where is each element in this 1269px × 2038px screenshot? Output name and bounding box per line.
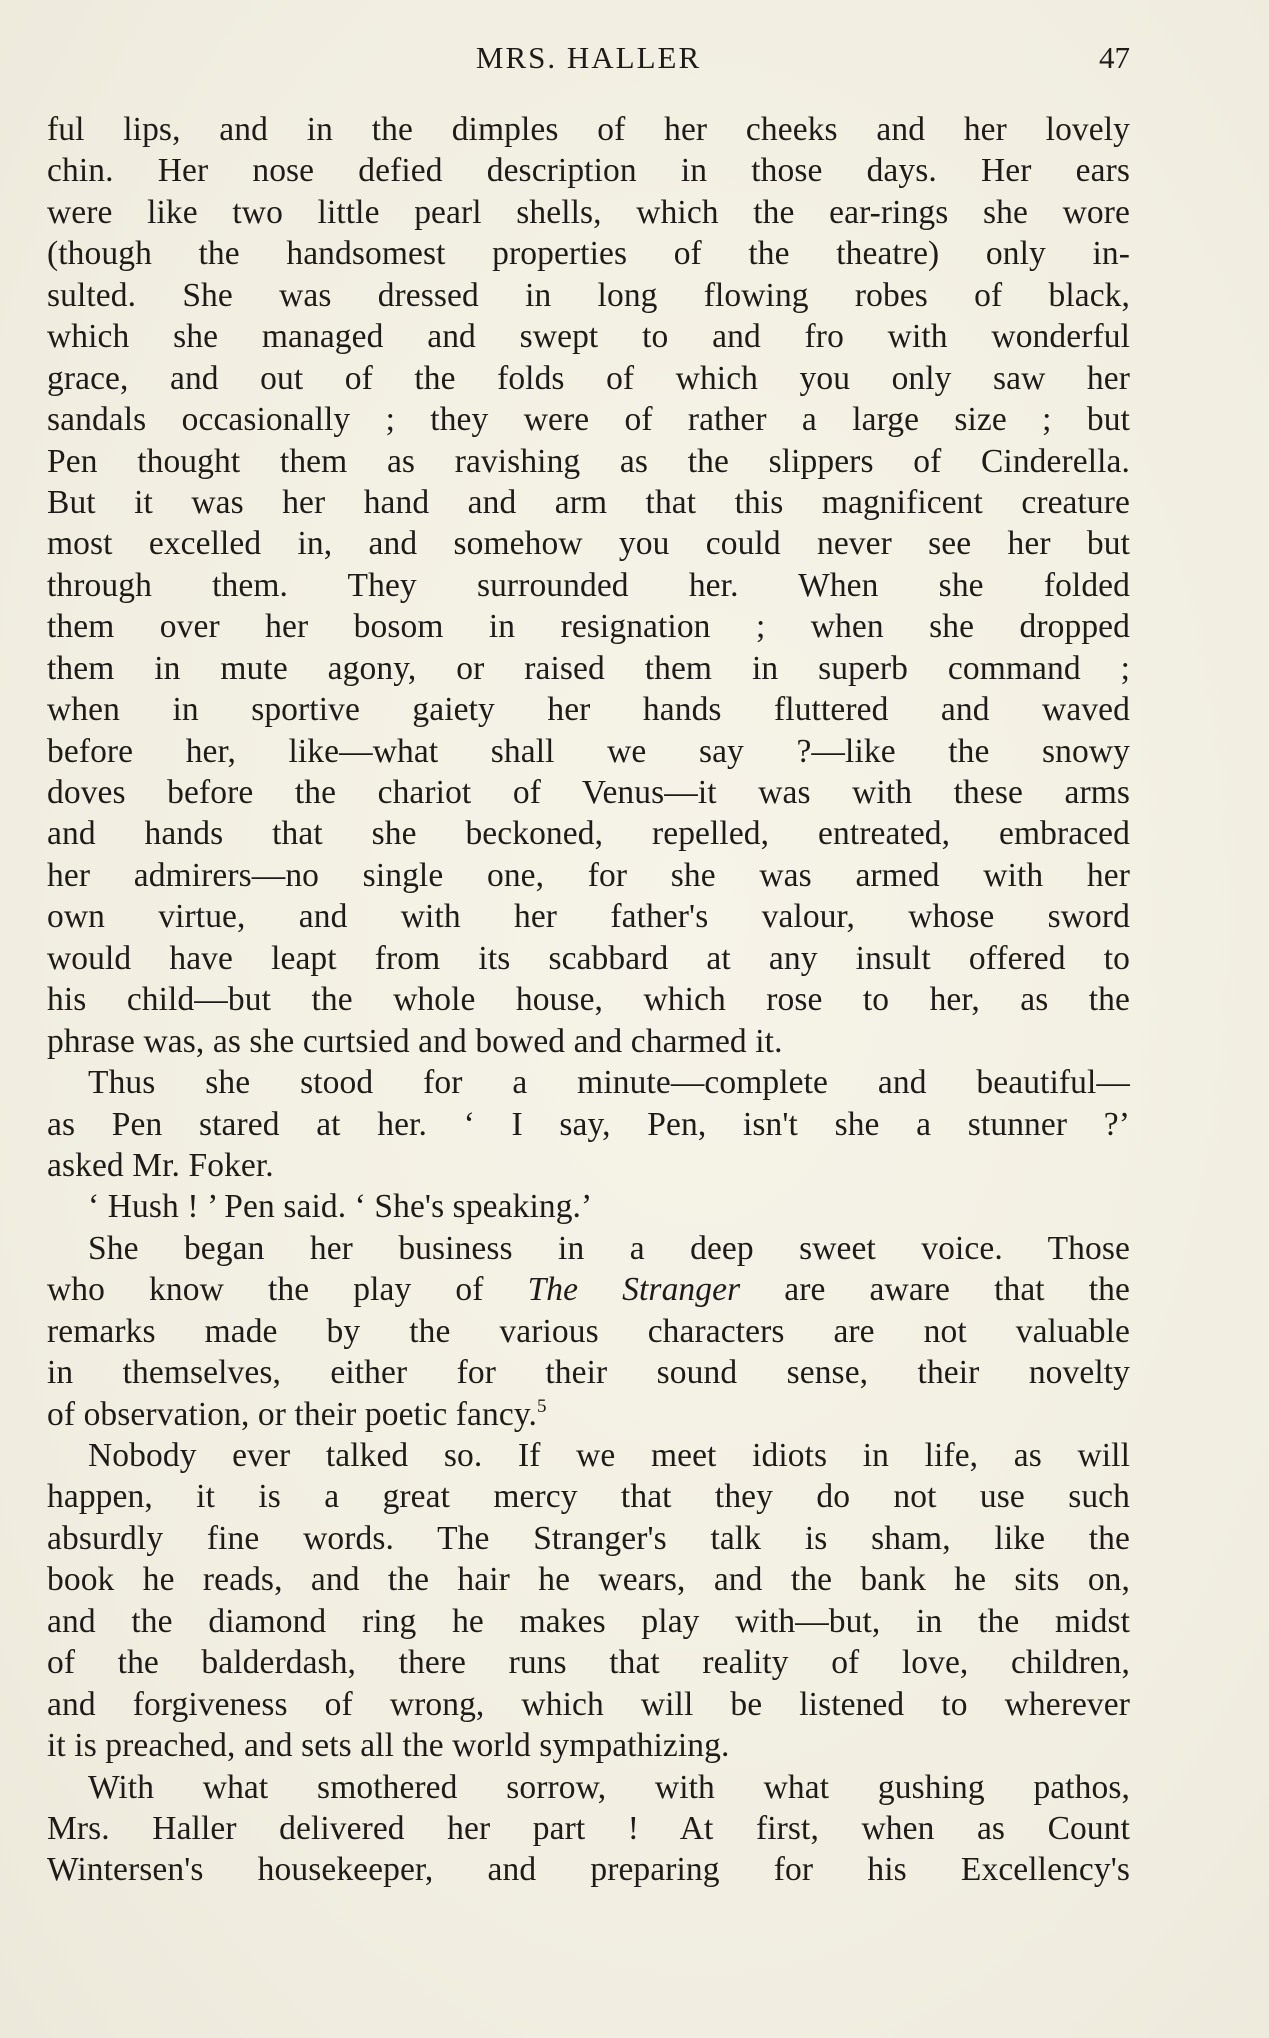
text-line: as Pen stared at her. ‘ I say, Pen, isn't she a stunner ?’: [47, 1105, 1130, 1143]
body-text: [47, 109, 1130, 1891]
text-line: most excelled in, and somehow you could never see her but: [47, 525, 1130, 563]
text-line: would have leapt from its scabbard at any insult offered to: [47, 939, 1130, 977]
text-fragment: of observation, or their poetic fancy.: [47, 1395, 537, 1433]
text-line: them in mute agony, or raised them in superb command ;: [47, 649, 1130, 687]
text-line: book he reads, and the hair he wears, and the bank he sits on,: [47, 1561, 1130, 1599]
text-line: in themselves, either for their sound sense, their novelty: [47, 1354, 1130, 1392]
text-line: were like two little pearl shells, which the ear-rings she wore: [47, 193, 1130, 231]
text-line: phrase was, as she curtsied and bowed and charmed it.: [47, 1022, 783, 1060]
text-line: asked Mr. Foker.: [47, 1146, 274, 1184]
running-head: [47, 36, 1130, 80]
text-line: Thus she stood for a minute—complete and beautiful—: [88, 1064, 1130, 1102]
page-number: 47: [1099, 40, 1130, 75]
text-line: doves before the chariot of Venus—it was with these arms: [47, 774, 1130, 811]
text-line: But it was her hand and arm that this magnificent creature: [47, 483, 1130, 521]
text-line: and forgiveness of wrong, which will be listened to wherever: [47, 1685, 1130, 1723]
text-line: With what smothered sorrow, with what gushing pathos,: [88, 1768, 1130, 1806]
text-line: ful lips, and in the dimples of her cheeks and her lovely: [47, 111, 1130, 148]
text-line: Nobody ever talked so. If we meet idiots in life, as will: [88, 1437, 1130, 1474]
text-line: and the diamond ring he makes play with—but, in the midst: [47, 1602, 1130, 1640]
text-line: She began her business in a deep sweet voice. Those: [88, 1229, 1130, 1267]
text-line: happen, it is a great mercy that they do not use such: [47, 1478, 1130, 1516]
running-title: MRS. HALLER: [475, 40, 702, 75]
text-line: Wintersen's housekeeper, and preparing for his Excellency's: [47, 1851, 1130, 1889]
text-line: of the balderdash, there runs that reality of love, children,: [47, 1644, 1130, 1682]
text-line: grace, and out of the folds of which you only saw her: [47, 359, 1130, 397]
text-line: it is preached, and sets all the world sympathizing.: [47, 1727, 730, 1765]
play-title: The Stranger: [527, 1271, 741, 1309]
text-line: chin. Her nose defied description in those days. Her ears: [47, 152, 1130, 190]
text-line: (though the handsomest properties of the theatre) only in-: [47, 235, 1130, 273]
text-fragment: are aware that the: [740, 1271, 1130, 1309]
text-line: [47, 1394, 1130, 1435]
text-line: sandals occasionally ; they were of rather a large size ; but: [47, 401, 1130, 439]
text-line: through them. They surrounded her. When she folded: [47, 566, 1130, 604]
text-line: Mrs. Haller delivered her part ! At first, when as Count: [47, 1809, 1130, 1847]
text-fragment: who know the play of: [47, 1271, 528, 1309]
text-line: his child—but the whole house, which rose to her, as the: [47, 981, 1130, 1019]
text-line: when in sportive gaiety her hands fluttered and waved: [47, 691, 1130, 729]
text-line: Pen thought them as ravishing as the slippers of Cinderella.: [47, 442, 1130, 480]
text-line: and hands that she beckoned, repelled, entreated, embraced: [47, 815, 1130, 853]
text-line: absurdly fine words. The Stranger's talk is sham, like the: [47, 1519, 1130, 1557]
text-line: before her, like—what shall we say ?—like the snowy: [47, 732, 1130, 770]
text-line: sulted. She was dressed in long flowing robes of black,: [47, 276, 1130, 314]
text-line: ‘ Hush ! ’ Pen said. ‘ She's speaking.’: [88, 1188, 593, 1226]
text-line: her admirers—no single one, for she was armed with her: [47, 856, 1130, 894]
text-line: them over her bosom in resignation ; when she dropped: [47, 608, 1130, 646]
text-line: [47, 1269, 1130, 1310]
text-line: remarks made by the various characters are not valuable: [47, 1312, 1130, 1350]
text-line: own virtue, and with her father's valour, whose sword: [47, 898, 1130, 936]
footnote-marker: 5: [537, 1395, 547, 1417]
text-line: which she managed and swept to and fro with wonderful: [47, 318, 1130, 356]
